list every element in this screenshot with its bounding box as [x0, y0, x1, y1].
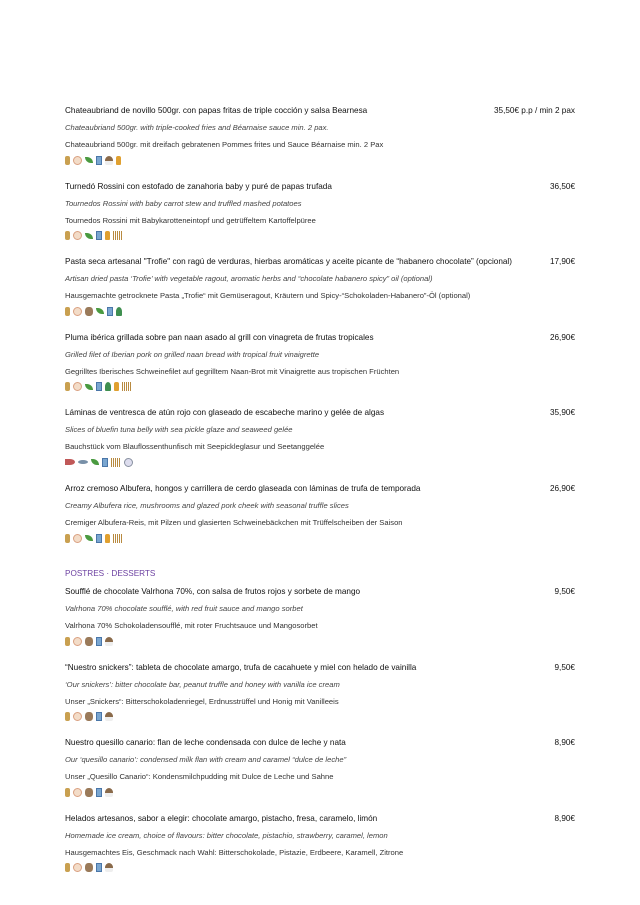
crustacean-icon	[65, 459, 75, 465]
egg-icon	[73, 863, 82, 872]
celery-icon	[85, 233, 93, 239]
allergen-icons	[65, 711, 575, 723]
mustard-icon	[114, 382, 119, 391]
gluten-icon	[65, 863, 70, 872]
item-name-en: Grilled filet of Iberian pork on grilled naan bread with tropical fruit vinaigrette	[65, 349, 320, 359]
allergen-icons	[65, 154, 575, 166]
item-name-de: Unser „Quesillo Canario“: Kondensmilchpudding mit Dulce de Leche und Sahne	[65, 772, 334, 782]
item-name-en: Homemade ice cream, choice of flavours: bitter chocolate, pistachio, strawberry, caramel, lemon	[65, 830, 388, 840]
sesame-icon	[111, 458, 121, 467]
item-name-de: Cremiger Albufera-Reis, mit Pilzen und glasierten Schweinebäckchen mit Trüffelscheiben der Saison	[65, 518, 403, 527]
sulphites-icon	[105, 712, 113, 721]
milk-icon	[96, 712, 102, 721]
milk-icon	[107, 307, 113, 316]
menu-item	[65, 659, 575, 723]
item-price: 9,50€	[554, 662, 575, 672]
menu-item	[65, 329, 575, 393]
milk-icon	[102, 458, 108, 467]
milk-icon	[96, 788, 102, 797]
allergen-icons	[65, 381, 575, 393]
gluten-icon	[65, 788, 70, 797]
allergen-icons	[65, 532, 575, 544]
item-name-es: “Nuestro snickers”: tableta de chocolate amargo, trufa de cacahuete y miel con helado de vainilla	[65, 662, 417, 672]
item-name-es: Nuestro quesillo canario: flan de leche condensada con dulce de leche y nata	[65, 738, 346, 748]
item-price: 36,50€	[549, 181, 575, 191]
menu-item	[65, 583, 575, 647]
egg-icon	[73, 382, 82, 391]
menu-item	[65, 810, 575, 874]
item-name-de: Gegrilltes Iberisches Schweinefilet auf gegrilltem Naan-Brot mit Vinaigrette aus tropischen Früchten	[65, 366, 400, 376]
item-name-es: Soufflé de chocolate Valrhona 70%, con salsa de frutos rojos y sorbete de mango	[65, 587, 361, 596]
mollusc-icon	[124, 458, 133, 467]
nuts-icon	[85, 637, 93, 646]
milk-icon	[96, 231, 102, 240]
item-header	[65, 810, 575, 827]
menu-item	[65, 178, 575, 242]
celery-icon	[85, 157, 93, 163]
milk-icon	[96, 156, 102, 165]
menu-item	[65, 253, 575, 317]
gluten-icon	[65, 637, 70, 646]
nuts-icon	[85, 307, 93, 316]
item-price: 26,90€	[549, 332, 575, 342]
milk-icon	[96, 382, 102, 391]
item-name-de: Bauchstück vom Blauflossenthunfisch mit Seepickleglasur und Seetanggelée	[65, 442, 325, 452]
allergen-icons	[65, 786, 575, 798]
gluten-icon	[65, 156, 70, 165]
sulphites-icon	[105, 637, 113, 646]
item-name-es: Arroz cremoso Albufera, hongos y carrillera de cerdo glaseada con láminas de trufa de temporada	[65, 484, 421, 493]
item-name-de: Tournedos Rossini mit Babykarotteneintopf und getrüffeltem Kartoffelpüree	[65, 215, 316, 225]
allergen-icons	[65, 305, 575, 317]
milk-icon	[96, 534, 102, 543]
egg-icon	[73, 307, 82, 316]
item-header	[65, 659, 575, 676]
item-price: 26,90€	[549, 484, 575, 493]
item-name-es: Pasta seca artesanal "Trofie" con ragú de verduras, hierbas aromáticas y aceite picante de “habanero chocolate” (opcional)	[65, 257, 512, 267]
celery-icon	[85, 384, 93, 390]
milk-icon	[96, 863, 102, 872]
desserts-heading: POSTRES · DESSERTS	[65, 569, 156, 578]
item-name-de: Valrhona 70% Schokoladensoufflé, mit roter Fruchtsauce und Mangosorbet	[65, 621, 318, 630]
item-name-en: Chateaubriand 500gr. with triple-cooked fries and Béarnaise sauce min. 2 pax.	[65, 123, 329, 132]
item-price: 35,50€ p.p / min 2 pax	[493, 106, 575, 115]
egg-icon	[73, 534, 82, 543]
lupin-icon	[116, 307, 122, 316]
item-name-de: Chateaubriand 500gr. mit dreifach gebratenen Pommes frites und Sauce Béarnaise min. 2 Pax	[65, 140, 384, 149]
egg-icon	[73, 637, 82, 646]
item-name-de: Hausgemachtes Eis, Geschmack nach Wahl: Bitterschokolade, Pistazie, Erdbeere, Karamell, Zitrone	[65, 847, 404, 857]
item-name-de: Hausgemachte getrocknete Pasta „Trofie“ mit Gemüseragout, Kräutern und Spicy-“Schokoladen-Habanero”-Öl (optional)	[65, 291, 471, 301]
item-name-en: Creamy Albufera rice, mushrooms and glazed pork cheek with seasonal truffle slices	[65, 501, 349, 510]
item-name-es: Pluma ibérica grillada sobre pan naan asado al grill con vinagreta de frutas tropicales	[65, 332, 374, 342]
menu-item	[65, 102, 575, 166]
item-header	[65, 253, 575, 270]
item-name-en: Slices of bluefin tuna belly with sea pickle glaze and seaweed gelée	[65, 425, 293, 435]
item-header	[65, 480, 575, 497]
allergen-icons	[65, 456, 575, 468]
egg-icon	[73, 788, 82, 797]
item-header	[65, 583, 575, 600]
gluten-icon	[65, 712, 70, 721]
nuts-icon	[85, 712, 93, 721]
gluten-icon	[65, 382, 70, 391]
milk-icon	[96, 637, 102, 646]
sulphites-icon	[105, 156, 113, 165]
sulphites-icon	[105, 863, 113, 872]
celery-icon	[85, 535, 93, 541]
celery-icon	[96, 308, 104, 314]
item-name-de: Unser „Snickers“: Bitterschokoladenriegel, Erdnusstrüffel und Honig mit Vanilleeis	[65, 696, 339, 706]
gluten-icon	[65, 534, 70, 543]
celery-icon	[91, 459, 99, 465]
mustard-icon	[116, 156, 121, 165]
egg-icon	[73, 156, 82, 165]
fish-icon	[78, 460, 88, 464]
menu-item	[65, 734, 575, 798]
item-price: 8,90€	[554, 813, 575, 823]
egg-icon	[73, 712, 82, 721]
item-header	[65, 734, 575, 751]
menu-item	[65, 404, 575, 468]
gluten-icon	[65, 307, 70, 316]
item-name-en: Artisan dried pasta ‘Trofie’ with vegetable ragout, aromatic herbs and “chocolate habanero spicy” oil (optional)	[65, 274, 433, 284]
egg-icon	[73, 231, 82, 240]
item-price: 8,90€	[554, 738, 575, 748]
item-name-es: Helados artesanos, sabor a elegir: chocolate amargo, pistacho, fresa, caramelo, limón	[65, 813, 378, 823]
item-name-en: Tournedos Rossini with baby carrot stew and truffled mashed potatoes	[65, 198, 302, 208]
item-price: 35,90€	[549, 408, 575, 418]
item-name-en: Our ‘quesillo canario’: condensed milk flan with cream and caramel “dulce de leche”	[65, 755, 347, 765]
item-name-en: Valrhona 70% chocolate soufflé, with red fruit sauce and mango sorbet	[65, 604, 303, 613]
sesame-icon	[113, 534, 123, 543]
item-header	[65, 178, 575, 195]
item-name-es: Chateaubriand de novillo 500gr. con papas fritas de triple cocción y salsa Bearnesa	[65, 106, 368, 115]
item-price: 17,90€	[549, 257, 575, 267]
lupin-icon	[105, 382, 111, 391]
item-name-en: ‘Our snickers’: bitter chocolate bar, peanut truffle and honey with vanilla ice cream	[65, 679, 340, 689]
sulphites-icon	[105, 788, 113, 797]
mustard-icon	[105, 231, 110, 240]
item-header	[65, 404, 575, 421]
allergen-icons	[65, 635, 575, 647]
nuts-icon	[85, 863, 93, 872]
nuts-icon	[85, 788, 93, 797]
gluten-icon	[65, 231, 70, 240]
menu-item	[65, 480, 575, 544]
sesame-icon	[122, 382, 132, 391]
item-name-es: Turnedó Rossini con estofado de zanahoria baby y puré de papas trufada	[65, 181, 332, 191]
allergen-icons	[65, 862, 575, 874]
item-header	[65, 329, 575, 346]
item-name-es: Láminas de ventresca de atún rojo con glaseado de escabeche marino y gelée de algas	[65, 408, 385, 418]
sesame-icon	[113, 231, 123, 240]
item-price: 9,50€	[554, 587, 575, 596]
mustard-icon	[105, 534, 110, 543]
item-header	[65, 102, 575, 119]
allergen-icons	[65, 230, 575, 242]
